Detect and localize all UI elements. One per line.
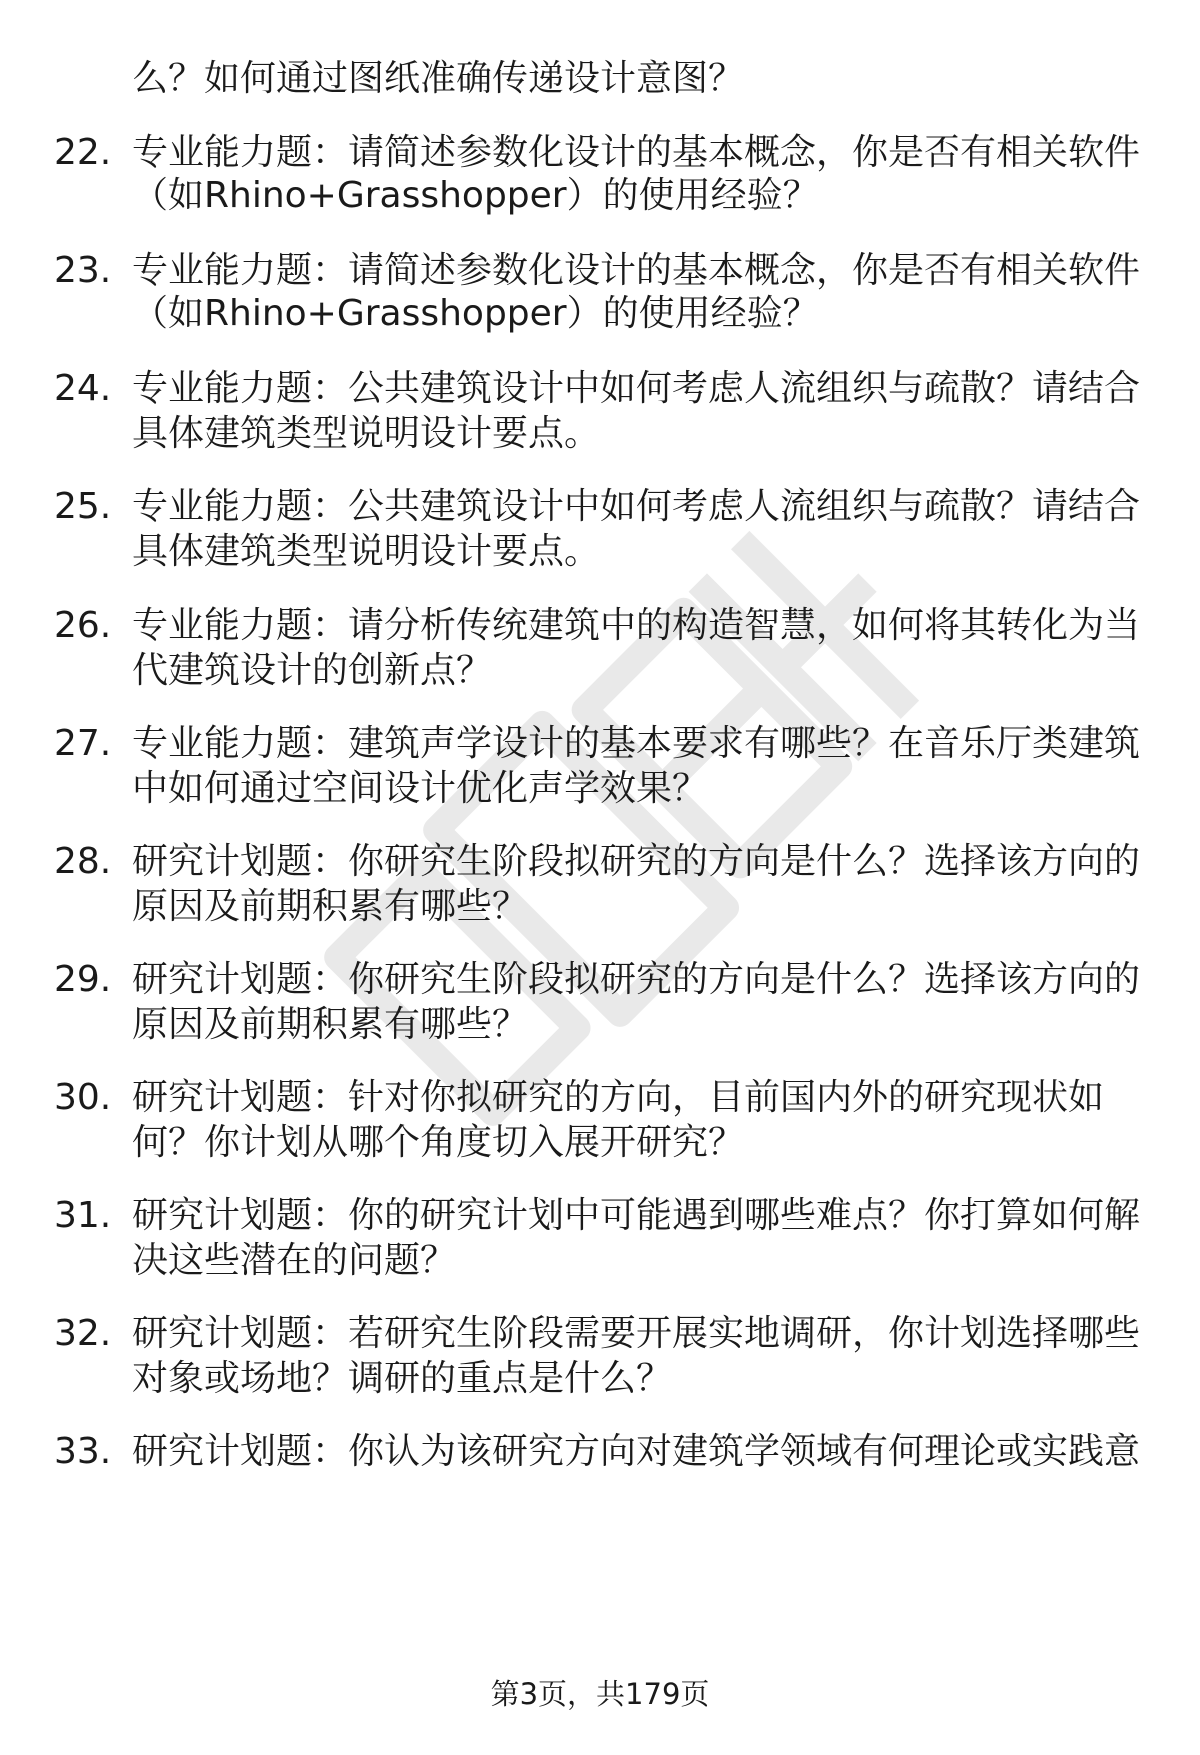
question-number: 33. [54,1431,112,1472]
question-number: 28. [54,841,112,882]
question-text-line: 决这些潜在的问题？ [132,1240,457,1281]
question-text-line: 研究计划题：若研究生阶段需要开展实地调研，你计划选择哪些 [132,1313,1141,1354]
question-text-line: 专业能力题：请分析传统建筑中的构造智慧，如何将其转化为当 [132,605,1141,646]
question-text-line: 原因及前期积累有哪些？ [132,1004,529,1045]
question-text-line: （如Rhino+Grasshopper）的使用经验？ [132,293,819,334]
question-text-line: 专业能力题：建筑声学设计的基本要求有哪些？在音乐厅类建筑 [132,723,1141,764]
question-number: 32. [54,1313,112,1354]
question-text-line: 具体建筑类型说明设计要点。 [132,531,601,572]
question-number: 24. [54,368,112,409]
question-text-line: 么？如何通过图纸准确传递设计意图？ [132,58,745,99]
question-text-line: 原因及前期积累有哪些？ [132,886,529,927]
question-number: 25. [54,486,112,527]
question-text-line: 对象或场地？调研的重点是什么？ [132,1358,673,1399]
question-number: 23. [54,250,112,291]
question-text-line: 专业能力题：公共建筑设计中如何考虑人流组织与疏散？请结合 [132,486,1141,527]
question-text-line: 研究计划题：你研究生阶段拟研究的方向是什么？选择该方向的 [132,959,1141,1000]
page-footer: 第3页，共179页 [490,1677,710,1711]
question-text-line: 研究计划题：你的研究计划中可能遇到哪些难点？你打算如何解 [132,1195,1141,1236]
question-text-line: 具体建筑类型说明设计要点。 [132,413,601,454]
question-text-line: 研究计划题：你研究生阶段拟研究的方向是什么？选择该方向的 [132,841,1141,882]
question-text-line: 专业能力题：请简述参数化设计的基本概念，你是否有相关软件 [132,132,1141,173]
question-number: 27. [54,723,112,764]
question-number: 31. [54,1195,112,1236]
question-text-line: 专业能力题：请简述参数化设计的基本概念，你是否有相关软件 [132,250,1141,291]
question-text-line: （如Rhino+Grasshopper）的使用经验？ [132,175,819,216]
question-text-line: 专业能力题：公共建筑设计中如何考虑人流组织与疏散？请结合 [132,368,1141,409]
question-number: 22. [54,132,112,173]
question-number: 26. [54,605,112,646]
question-number: 30. [54,1077,112,1118]
question-text-line: 何？你计划从哪个角度切入展开研究？ [132,1122,745,1163]
question-number: 29. [54,959,112,1000]
question-text-line: 研究计划题：你认为该研究方向对建筑学领域有何理论或实践意 [132,1431,1141,1472]
question-text-line: 代建筑设计的创新点？ [132,650,493,691]
question-text-line: 研究计划题：针对你拟研究的方向，目前国内外的研究现状如 [132,1077,1105,1118]
question-text-line: 中如何通过空间设计优化声学效果？ [132,768,709,809]
